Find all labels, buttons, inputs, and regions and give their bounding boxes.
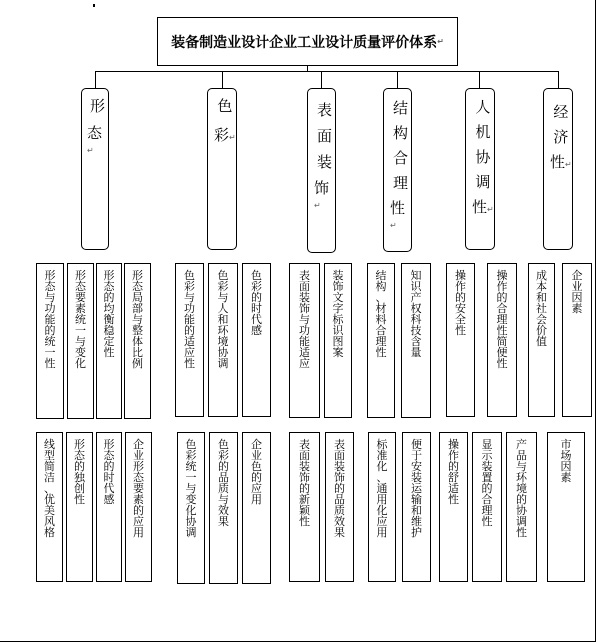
leaf-label: 形 态 局 部 与 整 体 比 例	[132, 269, 143, 370]
category-connector-6	[558, 71, 559, 88]
leaf-label: 知 识 产 权 科 技 含 量	[410, 269, 422, 359]
leaf-label: 企 业 因 素	[571, 269, 583, 315]
leaf-label: 形 态 的 独 创 性	[74, 438, 85, 506]
leaf-row2	[506, 432, 537, 582]
leaf-row1	[175, 263, 204, 417]
leaf-label: 色 彩 的 时 代 感	[251, 269, 262, 337]
leaf-label: 线 型 简 洁 、 优 美 风 格	[44, 438, 55, 539]
category-xingtai	[81, 88, 109, 250]
leaf-label: 形 态 的 时 代 感	[103, 438, 115, 506]
leaf-row2	[547, 432, 585, 582]
leaf-row2	[125, 432, 152, 582]
category-label: 色 彩↵	[214, 97, 236, 144]
category-secai	[207, 88, 237, 250]
leaf-row2	[66, 432, 93, 582]
leaf-row1	[401, 263, 431, 418]
category-renji-xietiaoxing	[465, 88, 495, 250]
leaf-row1	[367, 263, 395, 418]
leaf-row1	[528, 263, 555, 417]
leaf-row2	[96, 432, 122, 582]
leaf-label: 标 准 化 、 通 用 化 应 用	[376, 438, 388, 539]
leaf-label: 表 面 装 饰 的 品 质 效 果	[334, 438, 345, 539]
category-jingjixing	[543, 88, 573, 250]
category-connector-5	[479, 71, 480, 88]
leaf-row2	[209, 432, 238, 584]
leaf-label: 结 构 、 材 料 合 理 性	[375, 269, 387, 359]
leaf-label: 形 态 要 素 统 一 与 变 化	[75, 269, 86, 370]
leaf-row2	[368, 432, 396, 582]
leaf-label: 产 品 与 环 境 的 协 调 性	[516, 438, 527, 539]
category-label: 表 面 装 饰↵	[314, 101, 332, 210]
category-label: 形 态↵	[87, 97, 105, 155]
leaf-label: 表 面 装 饰 与 功 能 适 应	[299, 269, 310, 370]
leaf-label: 便 于 安 装 运 输 和 维 护	[411, 438, 422, 539]
leaf-label: 市 场 因 素	[560, 438, 572, 484]
category-connector-2	[222, 71, 223, 88]
category-jiegou-helixing	[383, 88, 412, 252]
leaf-row1	[67, 263, 94, 419]
category-connector-horizontal	[95, 71, 559, 72]
leaf-row2	[177, 432, 205, 584]
leaf-row1	[36, 263, 64, 419]
leaf-label: 企 业 色 的 应 用	[251, 438, 262, 506]
leaf-label: 形 态 的 均 衡 稳 定 性	[103, 269, 115, 359]
leaf-row2	[242, 432, 271, 584]
leaf-row1	[208, 263, 238, 417]
leaf-row2	[36, 432, 63, 582]
leaf-label: 成 本 和 社 会 价 值	[536, 269, 547, 348]
category-connector-1	[95, 71, 96, 88]
leaf-row2	[402, 432, 431, 582]
leaf-label: 操 作 的 安 全 性	[455, 269, 466, 337]
leaf-label: 色 彩 与 功 能 的 适 应 性	[184, 269, 195, 370]
leaf-label: 表 面 装 饰 的 新 颖 性	[299, 438, 310, 528]
category-biaomian-zhuangshi	[307, 88, 336, 253]
root-title-box	[157, 17, 458, 66]
leaf-row1	[324, 263, 352, 418]
category-connector-4	[397, 71, 398, 88]
leaf-row1	[124, 263, 151, 419]
leaf-row1	[487, 263, 517, 417]
leaf-row1	[96, 263, 122, 419]
leaf-label: 色 彩 与 人 和 环 境 协 调	[217, 269, 229, 370]
leaf-row1	[446, 263, 475, 417]
leaf-label: 操 作 的 合 理 性 简 便 性	[496, 269, 508, 370]
leaf-label: 装 饰 文 字 标 识 图 案	[332, 269, 344, 359]
leaf-label: 企 业 形 态 要 素 的 应 用	[133, 438, 144, 539]
leaf-row2	[439, 432, 468, 582]
leaf-row1	[562, 263, 592, 417]
stray-dot	[93, 4, 95, 7]
category-label: 经 济 性↵	[550, 103, 572, 171]
leaf-row2	[289, 432, 320, 582]
leaf-row2	[325, 432, 354, 582]
leaf-label: 显 示 装 置 的 合 理 性	[481, 438, 493, 528]
category-connector-3	[321, 71, 322, 88]
leaf-label: 形 态 与 功 能 的 统 一 性	[44, 269, 56, 370]
paragraph-mark: ↵	[437, 37, 444, 46]
leaf-label: 色 彩 统 一 与 变 化 协 调	[185, 438, 197, 539]
category-label: 结 构 合 理 性↵	[390, 99, 408, 230]
leaf-label: 操 作 的 舒 适 性	[448, 438, 459, 506]
leaf-row2	[472, 432, 502, 582]
leaf-row1	[242, 263, 271, 417]
category-label: 人 机 协 调 性↵	[472, 98, 494, 216]
root-title: 装备制造业设计企业工业设计质量评价体系	[171, 34, 438, 51]
leaf-row1	[289, 263, 320, 418]
leaf-label: 色 彩 的 品 质 与 效 果	[218, 438, 229, 528]
